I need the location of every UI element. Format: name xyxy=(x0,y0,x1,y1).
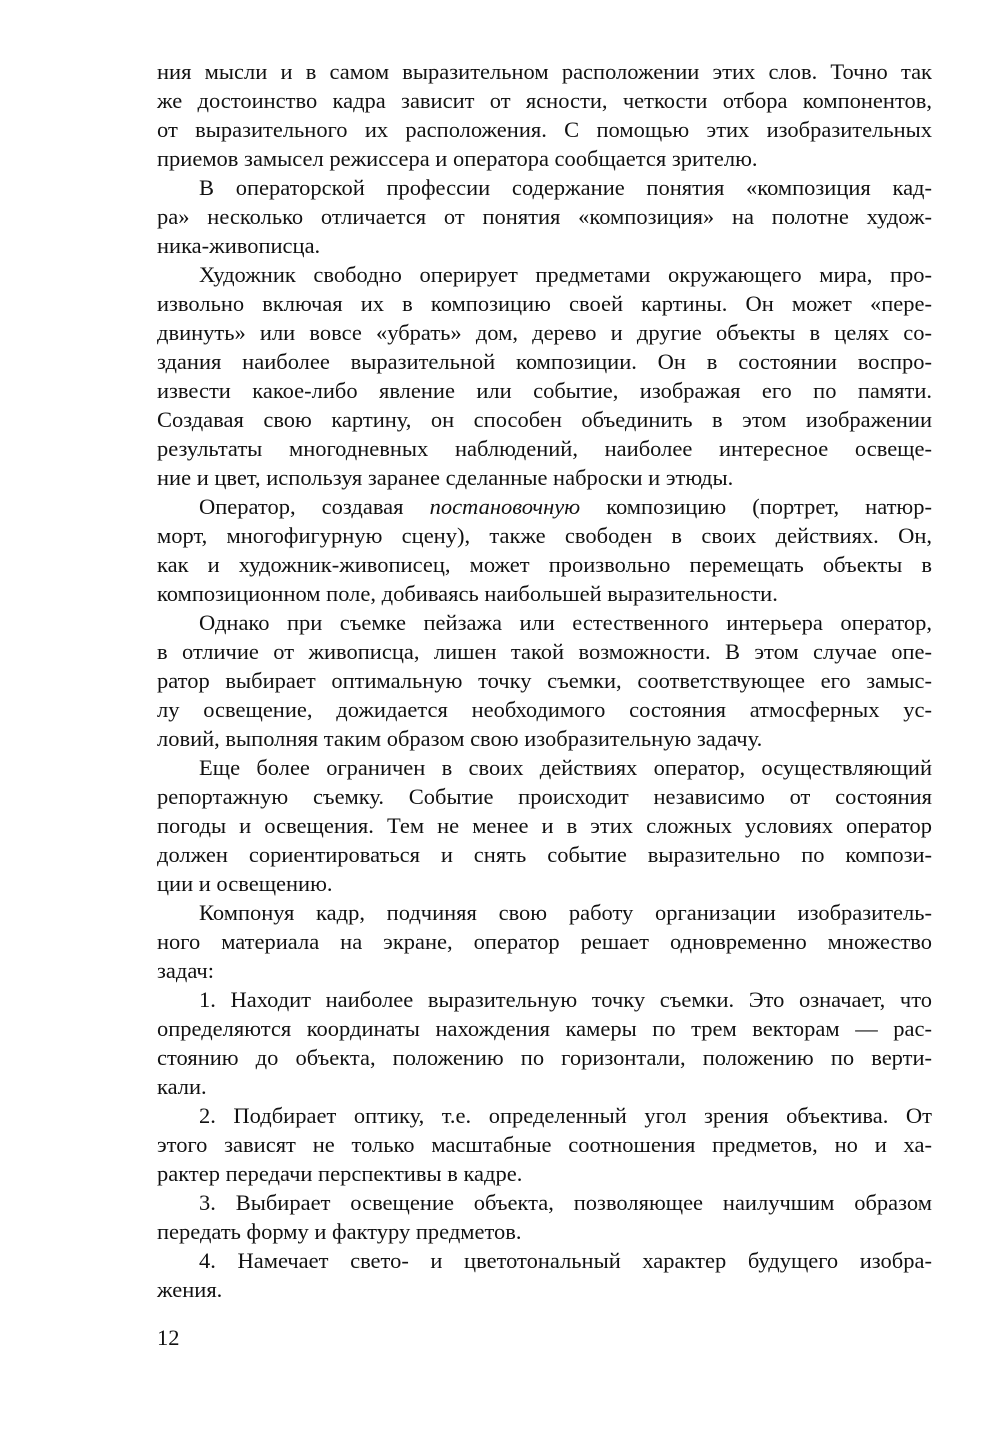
text-line: ного материала на экране, оператор решает одновременно множество xyxy=(157,929,932,954)
text-line: стоянию до объекта, положению по горизонтали, положению по верти- xyxy=(157,1045,932,1070)
text-line: передать форму и фактуру предметов. xyxy=(157,1219,522,1244)
text-line: ра» несколько отличается от понятия «композиция» на полотне худож- xyxy=(157,204,932,229)
paragraph xyxy=(157,985,932,1101)
page-number: 12 xyxy=(157,1325,180,1350)
text-line xyxy=(157,492,932,521)
text-line: лу освещение, дожидается необходимого состояния атмосферных ус- xyxy=(157,697,932,722)
text-line: Создавая свою картину, он способен объединить в этом изображении xyxy=(157,407,932,432)
paragraph xyxy=(157,608,932,753)
text-line: 3. Выбирает освещение объекта, позволяющее наилучшим образом xyxy=(199,1190,932,1215)
text-line: результаты многодневных наблюдений, наиболее интересное освеще- xyxy=(157,436,932,461)
text-segment: Оператор, создавая xyxy=(199,494,430,519)
text-line: 1. Находит наиболее выразительную точку съемки. Это означает, что xyxy=(199,987,932,1012)
text-line: этого зависят не только масштабные соотношения предметов, но и ха- xyxy=(157,1132,932,1157)
text-line: как и художник-живописец, может произвольно перемещать объекты в xyxy=(157,552,932,577)
paragraph xyxy=(157,492,932,608)
italic-term: постановочную xyxy=(429,494,581,519)
text-line: от выразительного их расположения. С помощью этих изобразительных xyxy=(157,117,932,142)
paragraph xyxy=(157,1246,932,1304)
text-line: Компонуя кадр, подчиняя свою работу организации изобразитель- xyxy=(199,900,932,925)
text-line: здания наиболее выразительной композиции. Он в состоянии воспро- xyxy=(157,349,932,374)
text-line: морт, многофигурную сцену), также свободен в своих действиях. Он, xyxy=(157,523,932,548)
text-line: двинуть» или вовсе «убрать» дом, дерево и другие объекты в целях со- xyxy=(157,320,932,345)
text-line: же достоинство кадра зависит от ясности, четкости отбора компонентов, xyxy=(157,88,932,113)
text-line: Еще более ограничен в своих действиях оператор, осуществляющий xyxy=(199,755,932,780)
text-line: ратор выбирает оптимальную точку съемки, соответствующее его замыс- xyxy=(157,668,932,693)
text-line: ловий, выполняя таким образом свою изобразительную задачу. xyxy=(157,726,763,751)
text-line: 4. Намечает свето- и цветотональный характер будущего изобра- xyxy=(199,1248,932,1273)
text-line: В операторской профессии содержание понятия «композиция кад- xyxy=(199,175,932,200)
text-line: извольно включая их в композицию своей картины. Он может «пере- xyxy=(157,291,932,316)
paragraph xyxy=(157,753,932,898)
text-line: кали. xyxy=(157,1074,207,1099)
paragraph xyxy=(157,57,932,173)
text-line: определяются координаты нахождения камеры по трем векторам — рас- xyxy=(157,1016,932,1041)
text-line: 2. Подбирает оптику, т.е. определенный угол зрения объектива. От xyxy=(199,1103,932,1128)
text-line: ния мысли и в самом выразительном расположении этих слов. Точно так xyxy=(157,59,932,84)
page-body xyxy=(157,57,932,1304)
paragraph xyxy=(157,1101,932,1188)
text-line: Художник свободно оперирует предметами окружающего мира, про- xyxy=(199,262,932,287)
text-line: приемов замысел режиссера и оператора сообщается зрителю. xyxy=(157,146,758,171)
text-line: погоды и освещения. Тем не менее и в этих сложных условиях оператор xyxy=(157,813,932,838)
text-line: Однако при съемке пейзажа или естественного интерьера оператор, xyxy=(199,610,932,635)
text-line: ника-живописца. xyxy=(157,233,321,258)
paragraph xyxy=(157,173,932,260)
text-segment: композицию (портрет, натюр- xyxy=(580,494,932,519)
text-line: ции и освещению. xyxy=(157,871,333,896)
text-line: композиционном поле, добиваясь наибольшей выразительности. xyxy=(157,581,778,606)
text-line: рактер передачи перспективы в кадре. xyxy=(157,1161,523,1186)
paragraph xyxy=(157,898,932,985)
text-line: задач: xyxy=(157,958,214,983)
text-line: в отличие от живописца, лишен такой возможности. В этом случае опе- xyxy=(157,639,932,664)
text-line: извести какое-либо явление или событие, изображая его по памяти. xyxy=(157,378,932,403)
text-line: должен сориентироваться и снять событие выразительно по компози- xyxy=(157,842,932,867)
text-line: жения. xyxy=(157,1277,223,1302)
paragraph xyxy=(157,1188,932,1246)
paragraph xyxy=(157,260,932,492)
text-line: ние и цвет, используя заранее сделанные наброски и этюды. xyxy=(157,465,734,490)
text-line: репортажную съемку. Событие происходит независимо от состояния xyxy=(157,784,932,809)
